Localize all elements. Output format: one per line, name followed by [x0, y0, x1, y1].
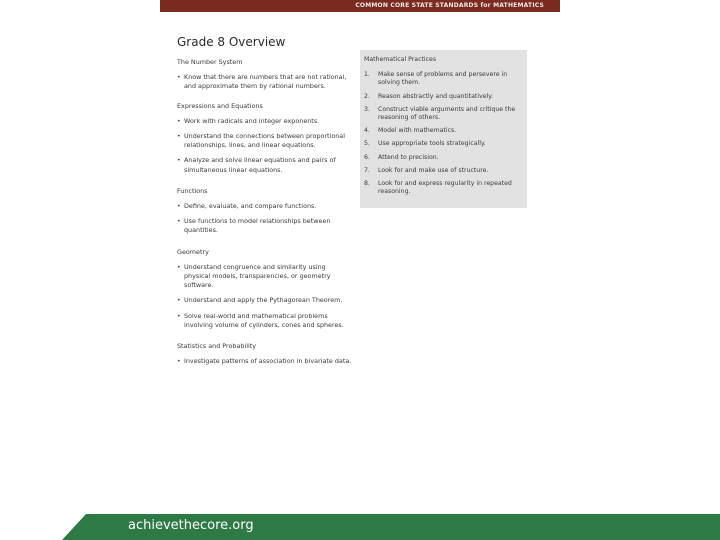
practice-text: Attend to precision. [378, 153, 439, 161]
footer-background [0, 514, 720, 540]
practice-number: 6. [364, 153, 370, 161]
mathematical-practices-box [360, 50, 527, 208]
practice-number: 1. [364, 71, 370, 79]
practice-item [364, 106, 519, 122]
footer-site-link[interactable]: achievethecore.org [128, 518, 254, 533]
domain-cluster-item: • Know that there are numbers that are not rational, and approximate them by rational numbers. [177, 73, 352, 91]
domain-cluster-item: • Understand and apply the Pythagorean Theorem. [177, 296, 352, 305]
domain-title: Functions [177, 186, 208, 195]
practice-number: 2. [364, 92, 370, 100]
domain-cluster-item: • Understand the connections between proportional relationships, lines, and linear equations. [177, 132, 352, 150]
footer-band [0, 514, 720, 540]
practice-item [364, 71, 519, 87]
domain-section [177, 342, 352, 366]
header-banner-text: COMMON CORE STATE STANDARDS for MATHEMATICS [355, 2, 544, 9]
practice-text: Model with mathematics. [378, 127, 457, 135]
page-title: Grade 8 Overview [177, 35, 286, 49]
practice-item [364, 127, 519, 135]
practice-number: 5. [364, 140, 370, 148]
practice-item [364, 154, 519, 162]
practice-item [364, 93, 519, 101]
domain-section [177, 102, 352, 175]
domains-column [177, 58, 352, 372]
practice-text: Reason abstractly and quantitatively. [378, 92, 494, 100]
practices-list [364, 71, 519, 196]
domain-cluster-item: • Define, evaluate, and compare functions. [177, 202, 352, 211]
domain-title: The Number System [177, 58, 243, 66]
practice-text: Make sense of problems and persevere in solving them. [378, 71, 508, 87]
practices-title: Mathematical Practices [364, 56, 437, 63]
domain-section [177, 187, 352, 236]
domain-cluster-item: • Analyze and solve linear equations and pairs of simultaneous linear equations. [177, 156, 352, 174]
domain-title: Expressions and Equations [177, 101, 263, 110]
practice-item [364, 180, 519, 196]
practice-number: 7. [364, 166, 370, 174]
document-header-bar [160, 0, 560, 12]
practice-item [364, 140, 519, 148]
practice-text: Look for and express regularity in repeated reasoning. [378, 180, 512, 196]
domain-title: Statistics and Probability [177, 342, 257, 351]
practice-text: Use appropriate tools strategically. [378, 140, 486, 148]
domain-cluster-item: • Solve real-world and mathematical problems involving volume of cylinders, cones and spheres. [177, 312, 352, 330]
practice-item [364, 167, 519, 175]
domain-section [177, 248, 352, 330]
domain-cluster-item: • Investigate patterns of association in bivariate data. [177, 357, 352, 366]
practice-number: 8. [364, 180, 370, 188]
practice-number: 3. [364, 105, 370, 113]
domain-title: Geometry [177, 247, 209, 256]
practice-number: 4. [364, 127, 370, 135]
practice-text: Construct viable arguments and critique the reasoning of others. [378, 105, 516, 122]
domain-cluster-item: • Understand congruence and similarity using physical models, transparencies, or geometry software. [177, 263, 352, 291]
domain-cluster-item: • Work with radicals and integer exponents. [177, 117, 352, 126]
practice-text: Look for and make use of structure. [378, 166, 489, 174]
domain-cluster-item: • Use functions to model relationships between quantities. [177, 217, 352, 235]
domain-section [177, 58, 352, 92]
